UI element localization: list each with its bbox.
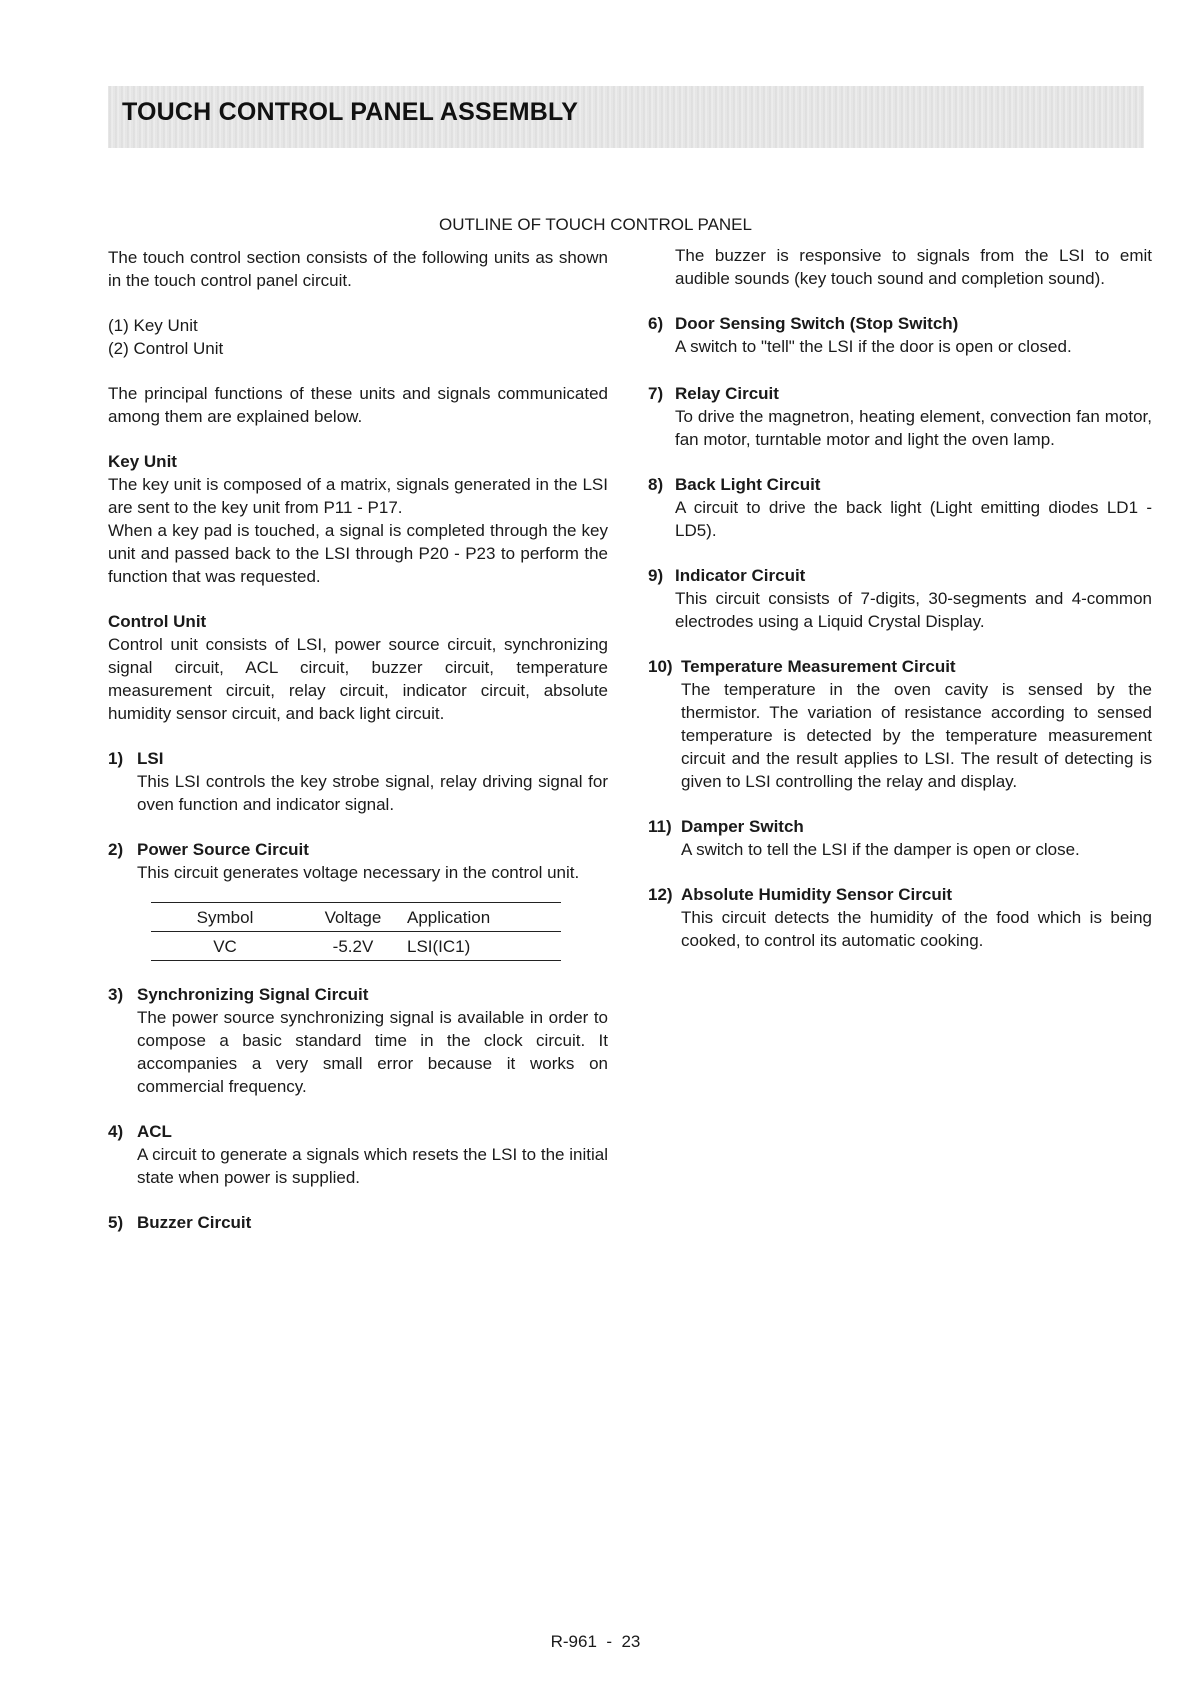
item-text: This LSI controls the key strobe signal, relay driving signal for oven function and indicator signal. — [137, 772, 608, 814]
item-humidity-sensor — [648, 883, 1152, 952]
principal-paragraph: The principal functions of these units and signals communicated among them are explained below. — [108, 384, 608, 426]
item-indicator — [648, 564, 1152, 633]
table-cell: VC — [213, 937, 237, 956]
item-number: 6) — [648, 314, 664, 333]
item-text: A switch to "tell" the LSI if the door is open or closed. — [675, 337, 1072, 356]
item-number: 9) — [648, 566, 664, 585]
item-lsi — [108, 747, 608, 816]
item-number: 12) — [648, 885, 673, 904]
table-row — [151, 932, 561, 961]
table-header: Symbol — [196, 908, 254, 927]
item-title: Damper Switch — [681, 817, 804, 836]
item-number: 8) — [648, 475, 664, 494]
item-number: 1) — [108, 749, 124, 768]
item-title: Relay Circuit — [675, 384, 779, 403]
item-number: 5) — [108, 1213, 124, 1232]
right-column — [648, 246, 1152, 952]
item-number: 2) — [108, 840, 124, 859]
item-title: Back Light Circuit — [675, 475, 821, 494]
intro-paragraph: The touch control section consists of the following units as shown in the touch control panel circuit. — [108, 248, 608, 290]
item-title: LSI — [137, 749, 164, 768]
item-relay — [648, 382, 1152, 451]
item-number: 4) — [108, 1122, 124, 1141]
item-text: This circuit consists of 7-digits, 30-segments and 4-common electrodes using a Liquid Crystal Display. — [675, 589, 1152, 631]
left-column — [108, 246, 608, 1234]
item-number: 11) — [648, 817, 672, 836]
item-back-light — [648, 473, 1152, 542]
item-text: A circuit to generate a signals which resets the LSI to the initial state when power is supplied. — [137, 1145, 608, 1187]
page-title: TOUCH CONTROL PANEL ASSEMBLY — [122, 98, 579, 126]
section-title: OUTLINE OF TOUCH CONTROL PANEL — [439, 215, 752, 234]
control-unit-paragraph: Control unit consists of LSI, power source circuit, synchronizing signal circuit, ACL circuit, buzzer circuit, temperature measurement circuit, relay circuit, indicator circuit, absolute humidity sensor circuit, and back light circuit. — [108, 635, 608, 723]
item-number: 7) — [648, 384, 664, 403]
item-text: To drive the magnetron, heating element, convection fan motor, fan motor, turntable motor and light the oven lamp. — [675, 407, 1152, 449]
item-title: ACL — [137, 1122, 172, 1141]
item-text: A circuit to drive the back light (Light emitting diodes LD1 - LD5). — [675, 498, 1152, 540]
unit-list-item: (2) Control Unit — [108, 339, 224, 358]
buzzer-paragraph: The buzzer is responsive to signals from the LSI to emit audible sounds (key touch sound and completion sound). — [675, 246, 1152, 288]
item-title: Absolute Humidity Sensor Circuit — [681, 885, 953, 904]
item-title: Temperature Measurement Circuit — [681, 657, 956, 676]
item-buzzer — [108, 1211, 608, 1234]
title-banner — [108, 86, 1144, 148]
item-title: Door Sensing Switch (Stop Switch) — [675, 314, 959, 333]
table-header: Voltage — [324, 908, 382, 927]
unit-list-item: (1) Key Unit — [108, 316, 198, 335]
item-text: This circuit detects the humidity of the food which is being cooked, to control its automatic cooking. — [681, 908, 1152, 950]
table-cell: LSI(IC1) — [407, 937, 471, 956]
table-header: Application — [407, 908, 491, 927]
item-text: The temperature in the oven cavity is sensed by the thermistor. The variation of resistance according to sensed temperature is detected by the temperature measurement circuit and the result applies to LSI. The result of detecting is given to LSI controlling the relay and display. — [681, 680, 1152, 791]
item-number: 3) — [108, 985, 124, 1004]
item-door-sensing — [648, 312, 1152, 358]
item-title: Indicator Circuit — [675, 566, 806, 585]
page-number: R-961 - 23 — [550, 1632, 641, 1651]
item-text: A switch to tell the LSI if the damper is open or close. — [681, 840, 1080, 859]
key-unit-heading: Key Unit — [108, 452, 177, 471]
item-damper — [648, 815, 1152, 861]
item-number: 10) — [648, 657, 673, 676]
key-unit-paragraph: When a key pad is touched, a signal is completed through the key unit and passed back to the LSI through P20 - P23 to perform the function that was requested. — [108, 521, 608, 586]
item-sync-signal — [108, 983, 608, 1098]
item-acl — [108, 1120, 608, 1189]
item-title: Synchronizing Signal Circuit — [137, 985, 369, 1004]
item-title: Power Source Circuit — [137, 840, 309, 859]
key-unit-paragraph: The key unit is composed of a matrix, signals generated in the LSI are sent to the key unit from P11 - P17. — [108, 475, 608, 517]
table-header-row — [151, 903, 561, 932]
table-cell: -5.2V — [332, 937, 374, 956]
item-title: Buzzer Circuit — [137, 1213, 252, 1232]
item-text: This circuit generates voltage necessary in the control unit. — [137, 863, 580, 882]
item-temperature — [648, 655, 1152, 793]
control-unit-heading: Control Unit — [108, 612, 207, 631]
item-power-source — [108, 838, 608, 884]
item-text: The power source synchronizing signal is available in order to compose a basic standard time in the clock circuit. It accompanies a very small error because it works on commercial frequency. — [137, 1008, 608, 1096]
voltage-table — [151, 902, 561, 961]
